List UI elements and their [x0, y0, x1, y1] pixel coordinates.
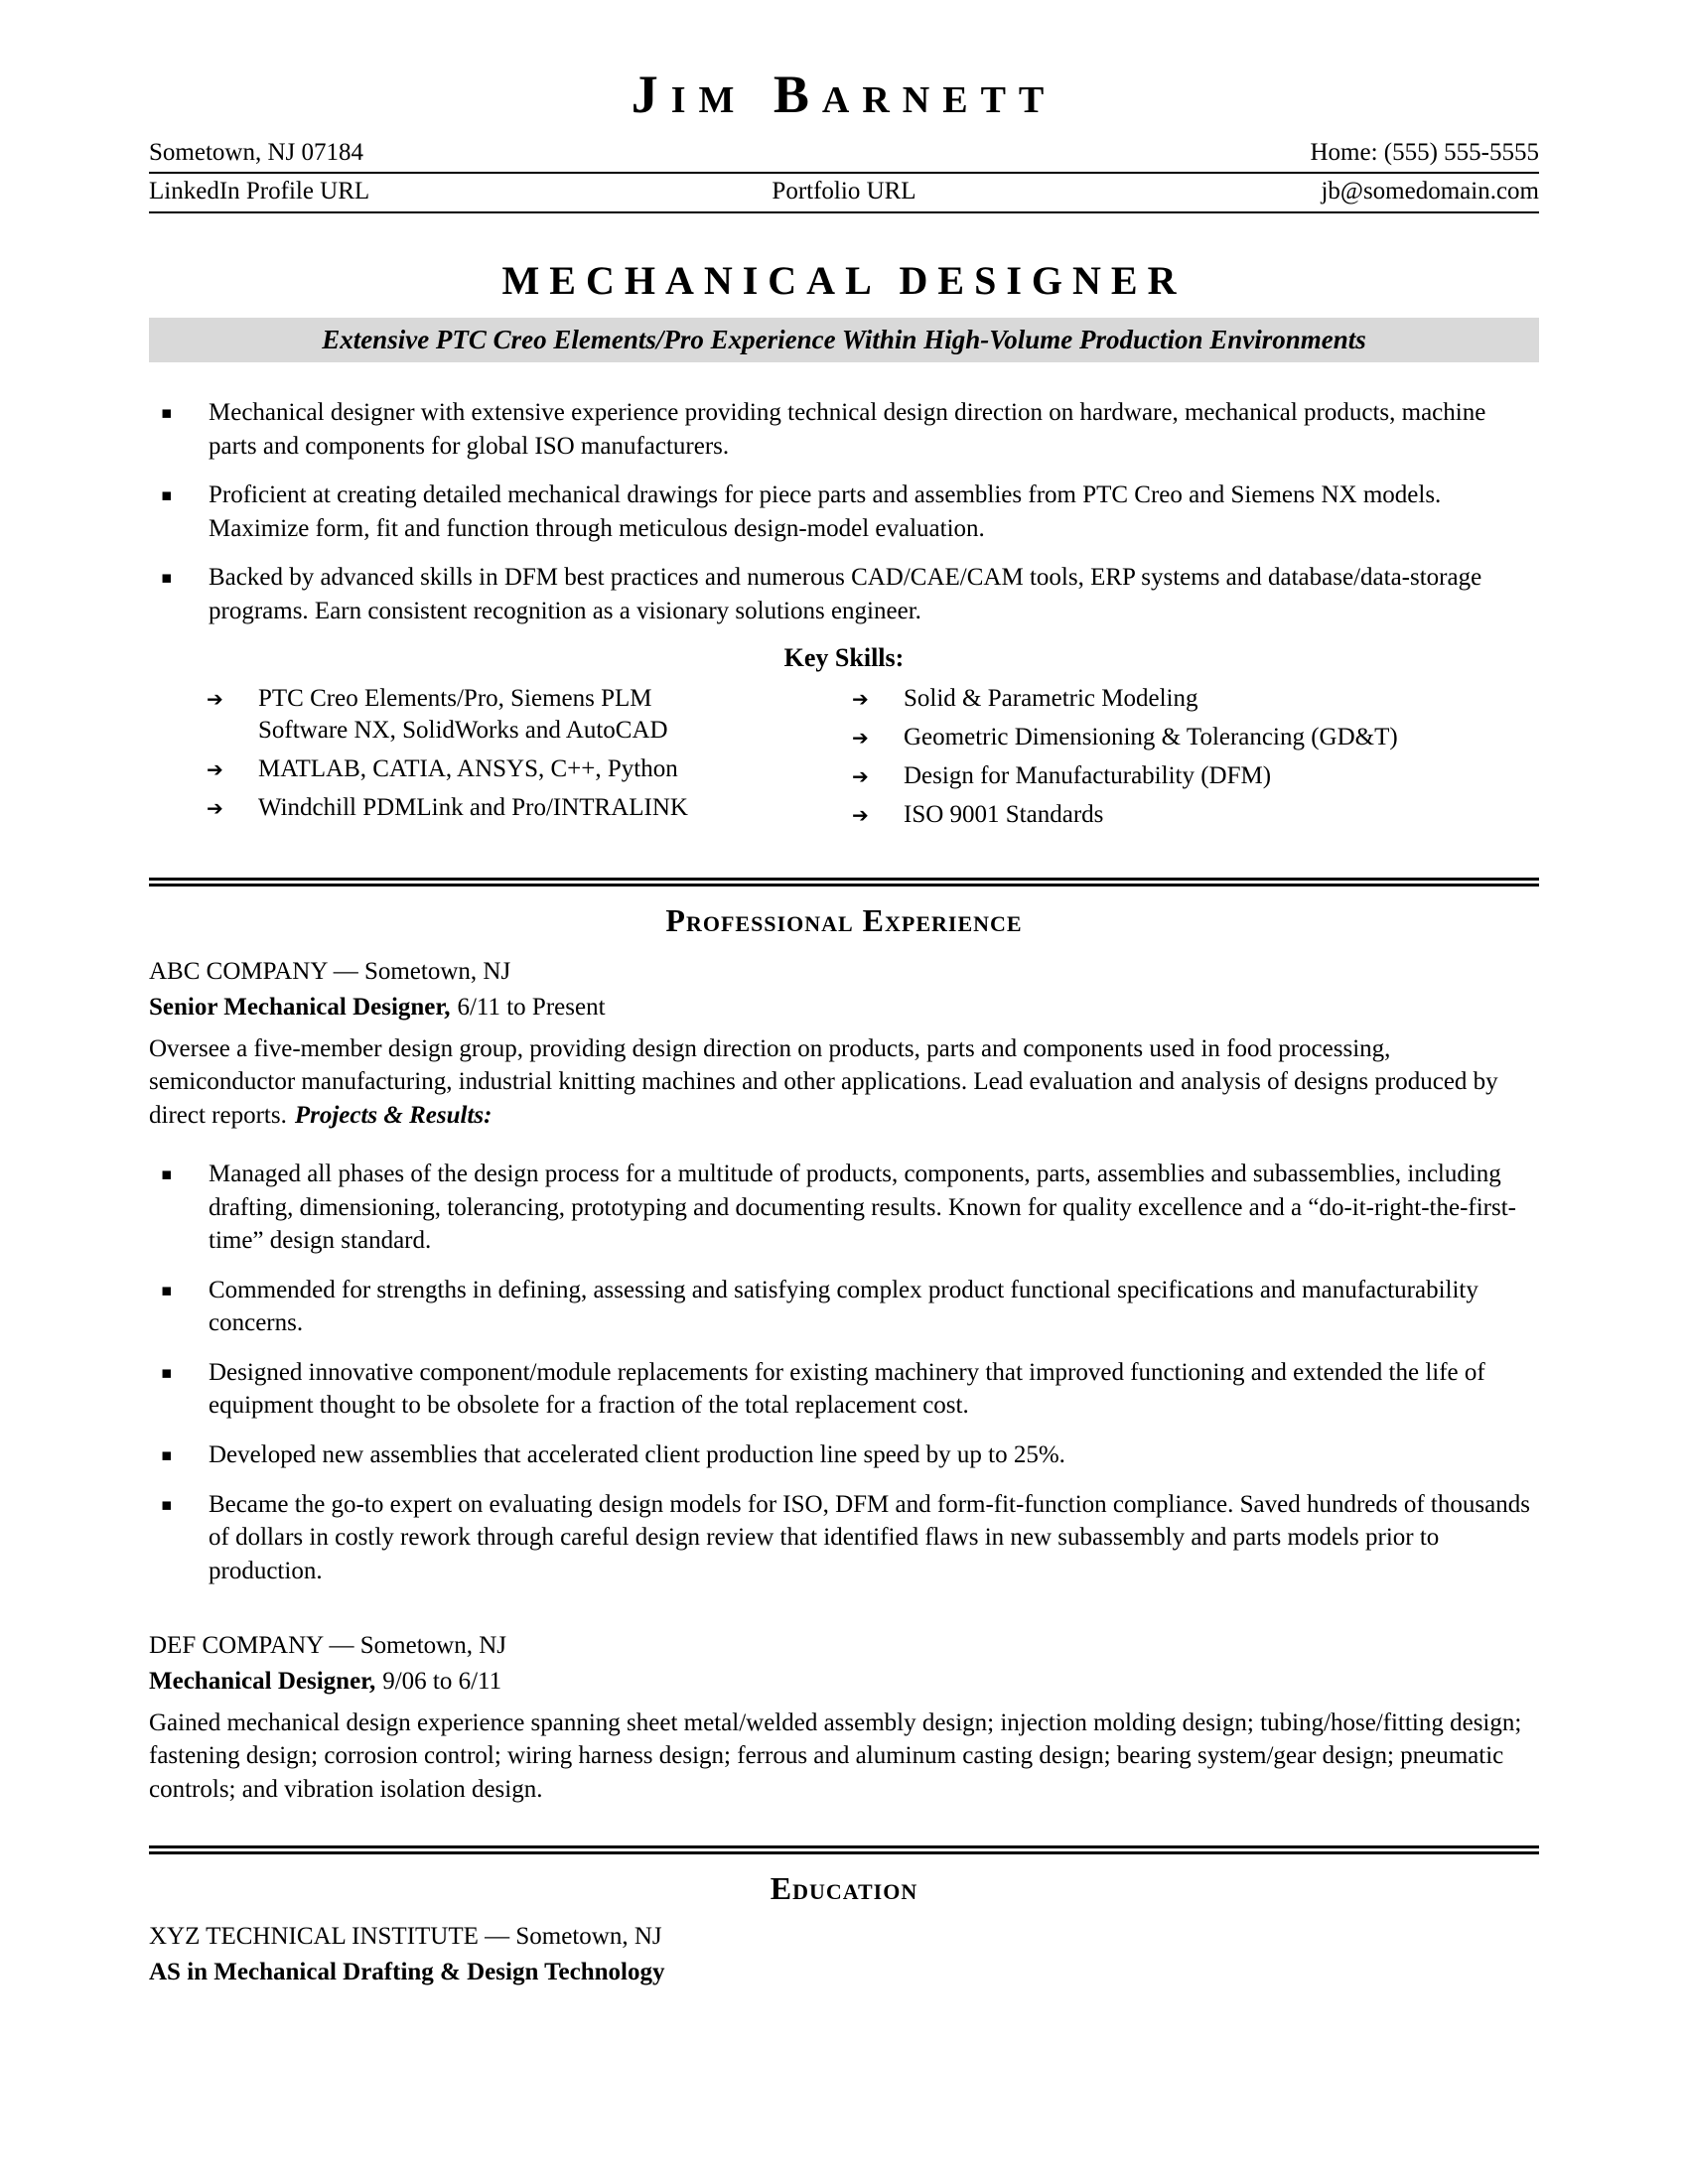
section-divider — [149, 878, 1539, 887]
skill-text: MATLAB, CATIA, ANSYS, C++, Python — [258, 755, 678, 782]
arrow-bullet-icon: ➔ — [852, 726, 869, 750]
company-line: ABC COMPANY — Sometown, NJ — [149, 958, 511, 985]
arrow-bullet-icon: ➔ — [207, 687, 223, 711]
summary-bullet-text: Backed by advanced skills in DFM best practices and numerous CAD/CAE/CAM tools, ERP systems and database/data-storage programs. Earn consistent recognition as a visionary solutions engineer. — [209, 564, 1482, 624]
skill-text: Windchill PDMLink and Pro/INTRALINK — [258, 794, 688, 821]
arrow-bullet-icon: ➔ — [852, 764, 869, 788]
key-skills-left-column — [149, 683, 844, 838]
square-bullet-icon: ▪ — [161, 1164, 173, 1184]
skill-item — [852, 722, 1539, 753]
job-bullet-text: Commended for strengths in defining, assessing and satisfying complex product functional specifications and manufacturability concerns. — [209, 1276, 1478, 1336]
summary-bullet — [149, 561, 1539, 627]
skill-text: Design for Manufacturability (DFM) — [904, 762, 1272, 789]
skill-item — [207, 683, 844, 747]
summary-list — [149, 396, 1539, 627]
role-line — [149, 1665, 1539, 1699]
skill-item — [852, 760, 1539, 792]
job-bullet-text: Managed all phases of the design process for a multitude of products, components, parts, assemblies and subassemblies, including drafting, dimensioning, tolerancing, prototyping and documenting results. Known for quality excellence and a “do-it-right-the-first-time” design standard. — [209, 1160, 1517, 1254]
arrow-bullet-icon: ➔ — [852, 687, 869, 711]
arrow-bullet-icon: ➔ — [207, 757, 223, 781]
job-bullet — [149, 1438, 1539, 1472]
job-dates: 6/11 to Present — [457, 993, 606, 1021]
job-summary — [149, 1032, 1539, 1133]
square-bullet-icon: ▪ — [161, 1362, 173, 1383]
contact-row-2 — [149, 174, 1539, 213]
role-line — [149, 991, 1539, 1024]
job-bullet-text: Designed innovative component/module replacements for existing machinery that improved functioning and extended the life of equipment thought to be obsolete for a fraction of the total replacement cost. — [209, 1358, 1485, 1419]
job-bullet-text: Developed new assemblies that accelerated client production line speed by up to 25%. — [209, 1440, 1065, 1468]
skill-item — [852, 683, 1539, 715]
key-skills-columns — [149, 683, 1539, 838]
resume-title: MECHANICAL DESIGNER — [501, 258, 1187, 303]
job-summary-text: Oversee a five-member design group, providing design direction on products, parts and components used in food processing, semiconductor manufacturing, industrial knitting machines and other applications. Lead evaluation and analysis of designs produced by direct reports. — [149, 1034, 1498, 1129]
education-heading: Education — [770, 1870, 918, 1906]
job-title: Senior Mechanical Designer, — [149, 993, 451, 1021]
key-skills-right-column — [844, 683, 1539, 838]
portfolio-link[interactable]: Portfolio URL — [772, 178, 916, 205]
job-bullet — [149, 1488, 1539, 1588]
job-summary-text: Gained mechanical design experience spanning sheet metal/welded assembly design; injection molding design; tubing/hose/fitting design; fastening design; corrosion control; wiring harness design; ferrous and aluminum casting design; bearing system/gear design; pneumatic controls; and vibration isolation design. — [149, 1708, 1522, 1803]
job-bullet-list — [149, 1158, 1539, 1587]
projects-results-label: Projects & Results: — [294, 1101, 492, 1129]
summary-bullet — [149, 478, 1539, 545]
skill-item — [207, 792, 844, 824]
summary-bullet-text: Proficient at creating detailed mechanical drawings for piece parts and assemblies from PTC Creo and Siemens NX models. Maximize form, fit and function through meticulous design-model evaluation. — [209, 481, 1442, 542]
arrow-bullet-icon: ➔ — [207, 796, 223, 820]
company-line: DEF COMPANY — Sometown, NJ — [149, 1632, 507, 1659]
contact-row-1 — [149, 139, 1539, 174]
key-skills-heading: Key Skills: — [783, 643, 905, 672]
skill-text: PTC Creo Elements/Pro, Siemens PLM Software NX, SolidWorks and AutoCAD — [258, 685, 668, 744]
job-bullet-text: Became the go-to expert on evaluating design models for ISO, DFM and form-fit-function compliance. Saved hundreds of thousands of dollars in costly rework through careful design review that identified flaws in new subassembly and parts models prior to production. — [209, 1490, 1530, 1584]
skill-text: Solid & Parametric Modeling — [904, 685, 1198, 712]
square-bullet-icon: ▪ — [161, 1494, 173, 1515]
section-divider — [149, 1845, 1539, 1854]
linkedin-link[interactable]: LinkedIn Profile URL — [149, 178, 370, 205]
job-bullet — [149, 1356, 1539, 1423]
job-def-company — [149, 1629, 1539, 1806]
square-bullet-icon: ▪ — [161, 403, 173, 423]
tagline-banner: Extensive PTC Creo Elements/Pro Experience Within High-Volume Production Environments — [149, 318, 1539, 362]
email-link[interactable]: jb@somedomain.com — [1321, 178, 1540, 205]
arrow-bullet-icon: ➔ — [852, 803, 869, 827]
job-bullet — [149, 1274, 1539, 1340]
job-abc-company — [149, 955, 1539, 1587]
school-line: XYZ TECHNICAL INSTITUTE — Sometown, NJ — [149, 1923, 662, 1950]
contact-location: Sometown, NJ 07184 — [149, 139, 363, 166]
skill-item — [207, 753, 844, 785]
square-bullet-icon: ▪ — [161, 568, 173, 588]
skill-item — [852, 799, 1539, 831]
job-title: Mechanical Designer, — [149, 1667, 376, 1695]
square-bullet-icon: ▪ — [161, 1280, 173, 1300]
job-summary — [149, 1706, 1539, 1807]
skill-text: ISO 9001 Standards — [904, 801, 1104, 828]
experience-heading: Professional Experience — [665, 902, 1023, 938]
skill-text: Geometric Dimensioning & Tolerancing (GD&T) — [904, 724, 1398, 751]
job-dates: 9/06 to 6/11 — [382, 1667, 502, 1695]
summary-bullet-text: Mechanical designer with extensive experience providing technical design direction on hardware, mechanical products, machine parts and components for global ISO manufacturers. — [209, 399, 1486, 460]
job-bullet — [149, 1158, 1539, 1258]
contact-phone: Home: (555) 555-5555 — [1310, 139, 1539, 166]
square-bullet-icon: ▪ — [161, 1444, 173, 1465]
square-bullet-icon: ▪ — [161, 485, 173, 505]
candidate-name: Jim Barnett — [631, 65, 1057, 124]
summary-bullet — [149, 396, 1539, 463]
degree-line: AS in Mechanical Drafting & Design Technology — [149, 1959, 665, 1985]
